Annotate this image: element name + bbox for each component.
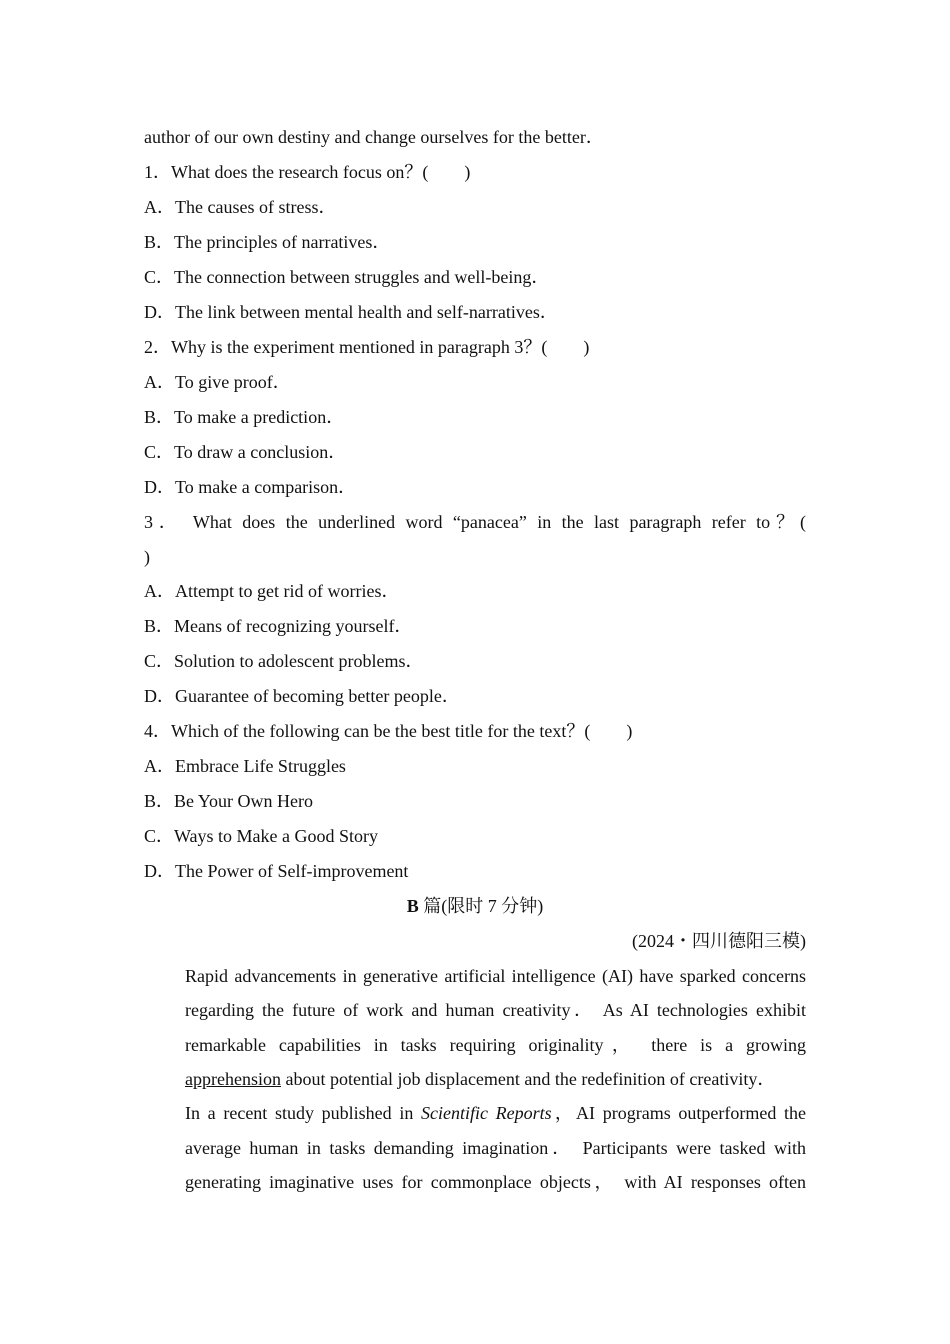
section-source: (2024・四川德阳三模) <box>632 930 806 951</box>
question-3-option-c: C．Solution to adolescent problems． <box>144 650 424 671</box>
question-4-option-c: C．Ways to Make a Good Story <box>144 825 379 846</box>
question-4-option-d: D．The Power of Self-improvement <box>144 860 409 881</box>
question-2-stem: 2．Why is the experiment mentioned in paragraph 3？( ) <box>144 337 590 357</box>
question-1-option-d: D．The link between mental health and self-narratives． <box>144 302 558 322</box>
question-1-option-c: C．The connection between struggles and well-being． <box>144 267 550 287</box>
journal-title: Scientific Reports <box>421 1103 552 1124</box>
section-label-bold: B <box>406 895 419 916</box>
question-2-option-c: C．To draw a conclusion． <box>144 442 347 462</box>
paragraph-2-text-after: ，AI programs outperformed the average human in tasks demanding imagination． Participants were tasked with generating imaginative uses for commonplace objects， with AI responses often <box>185 1103 807 1193</box>
document-page <box>144 120 806 1200</box>
section-heading <box>144 889 806 924</box>
question-3-option-b: B．Means of recognizing yourself． <box>144 615 413 636</box>
question-2-option-a: A．To give proof． <box>144 372 291 392</box>
question-3-option-d: D．Guarantee of becoming better people． <box>144 685 460 706</box>
question-1-stem: 1．What does the research focus on？( ) <box>144 162 471 182</box>
passage-paragraph-2 <box>144 1096 806 1199</box>
question-3-option-a: A．Attempt to get rid of worries． <box>144 580 400 601</box>
question-2-option-b: B．To make a prediction． <box>144 407 345 427</box>
question-3-stem-continuation: ) <box>144 546 150 567</box>
question-4-option-a: A．Embrace Life Struggles <box>144 755 346 776</box>
intro-tail-line: author of our own destiny and change ourselves for the better． <box>144 127 604 147</box>
section-label-rest: 篇(限时 7 分钟) <box>418 895 544 916</box>
question-4-option-b: B．Be Your Own Hero <box>144 790 314 811</box>
paragraph-2-text-before: In a recent study published in <box>185 1103 422 1124</box>
underlined-word: apprehension <box>185 1069 281 1090</box>
paragraph-1-text-after: about potential job displacement and the redefinition of creativity． <box>280 1069 776 1090</box>
question-1-option-a: A．The causes of stress． <box>144 197 337 217</box>
paragraph-1-text-before: Rapid advancements in generative artificial intelligence (AI) have sparked concerns regarding the future of work and human creativity． As AI technologies exhibit remarkable capabilities in tasks requiring originality， there is a growing <box>185 965 806 1055</box>
question-4-stem: 4．Which of the following can be the best title for the text？( ) <box>144 720 633 741</box>
passage-paragraph-1 <box>144 959 806 1097</box>
question-1-option-b: B．The principles of narratives． <box>144 232 391 252</box>
question-3-stem: 3． What does the underlined word “panacea” in the last paragraph refer to？( <box>144 512 806 532</box>
question-2-option-d: D．To make a comparison． <box>144 477 357 497</box>
